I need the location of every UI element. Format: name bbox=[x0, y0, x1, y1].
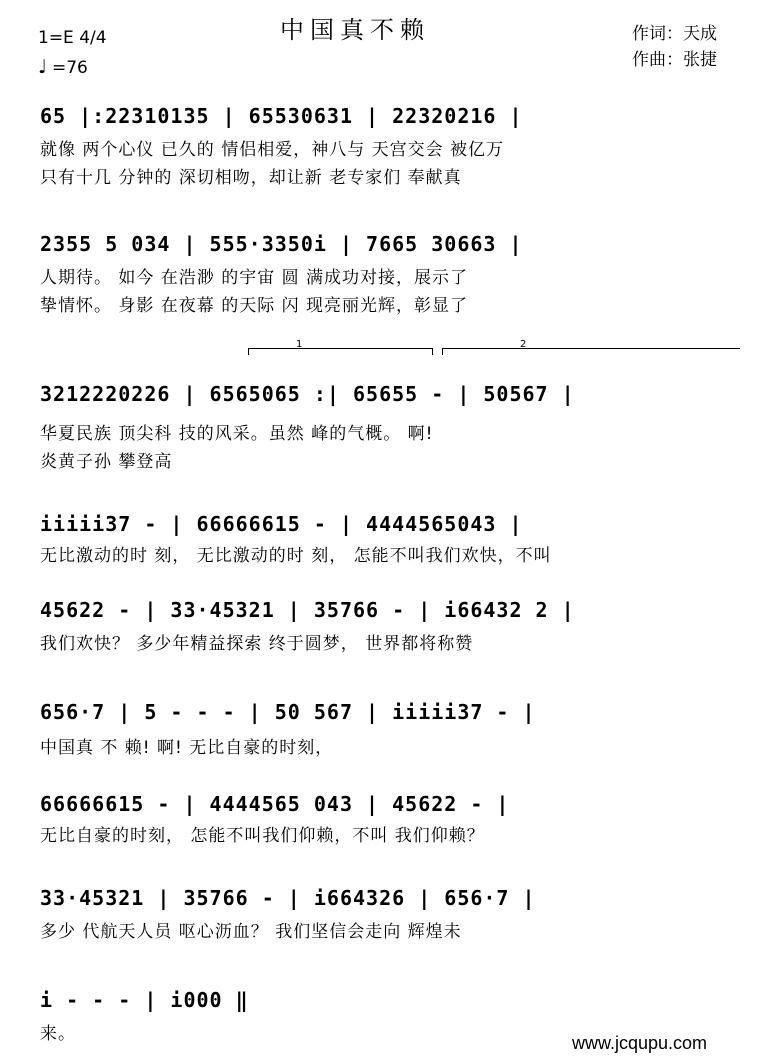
lyricist: 作词：天成 bbox=[632, 24, 717, 44]
lyric-line-2b: 挚情怀。 身影 在夜幕 的天际 闪 现亮丽光辉，彰显了 bbox=[40, 296, 469, 316]
notation-line-4: iiiii37 - | 66666615 - | 4444565043 | bbox=[40, 512, 523, 536]
lyric-line-3b: 炎黄子孙 攀登高 bbox=[40, 452, 173, 472]
lyric-line-2a: 人期待。 如今 在浩渺 的宇宙 圆 满成功对接，展示了 bbox=[40, 268, 469, 288]
notation-line-1: 65 |:22310135 | 65530631 | 22320216 | bbox=[40, 104, 523, 128]
notation-line-6: 656·7 | 5 - - - | 50 567 | iiiii37 - | bbox=[40, 700, 536, 724]
notation-line-8: 33·45321 | 35766 - | i664326 | 656·7 | bbox=[40, 886, 536, 910]
volta-number-2: 2 bbox=[520, 339, 527, 350]
notation-line-3: 3212220226 | 6565065 :| 65655 - | 50567 | bbox=[40, 382, 575, 406]
tempo-value: =76 bbox=[52, 58, 88, 78]
lyric-line-3a: 华夏民族 顶尖科 技的风采。虽然 峰的气概。 啊! bbox=[40, 424, 434, 444]
lyric-line-4: 无比激动的时 刻， 无比激动的时 刻， 怎能不叫我们欢快，不叫 bbox=[40, 546, 552, 566]
volta-bracket-2 bbox=[442, 348, 740, 349]
notation-line-2: 2355 5 034 | 555·3350i | 7665 30663 | bbox=[40, 232, 523, 256]
volta-number-1: 1 bbox=[296, 339, 303, 350]
volta-tick-1 bbox=[248, 348, 249, 355]
lyric-line-6: 中国真 不 赖! 啊! 无比自豪的时刻， bbox=[40, 738, 334, 758]
lyric-line-7: 无比自豪的时刻， 怎能不叫我们仰赖，不叫 我们仰赖？ bbox=[40, 826, 485, 846]
lyric-line-5: 我们欢快？ 多少年精益探索 终于圆梦， 世界都将称赞 bbox=[40, 634, 474, 654]
lyric-line-8: 多少 代航天人员 呕心沥血？ 我们坚信会走向 辉煌未 bbox=[40, 922, 462, 942]
lyric-line-1b: 只有十几 分钟的 深切相吻，却让新 老专家们 奉献真 bbox=[40, 168, 462, 188]
volta-bracket-1 bbox=[248, 348, 433, 349]
volta-tick-2 bbox=[442, 348, 443, 355]
tempo-note-icon: ♩ bbox=[38, 56, 47, 78]
site-watermark: www.jcqupu.com bbox=[572, 1033, 708, 1053]
composer: 作曲：张捷 bbox=[632, 50, 717, 70]
volta-tick-1-end bbox=[432, 348, 433, 355]
notation-line-7: 66666615 - | 4444565 043 | 45622 - | bbox=[40, 792, 510, 816]
lyric-line-1a: 就像 两个心仪 已久的 情侣相爱，神八与 天宫交会 被亿万 bbox=[40, 140, 505, 160]
song-title: 中国真不赖 bbox=[280, 16, 430, 44]
notation-line-9: i - - - | i000 ‖ bbox=[40, 988, 249, 1012]
notation-line-5: 45622 - | 33·45321 | 35766 - | i66432 2 | bbox=[40, 598, 575, 622]
key-time-signature: 1=E 4/4 bbox=[38, 28, 107, 48]
lyric-line-9: 来。 bbox=[40, 1024, 76, 1044]
